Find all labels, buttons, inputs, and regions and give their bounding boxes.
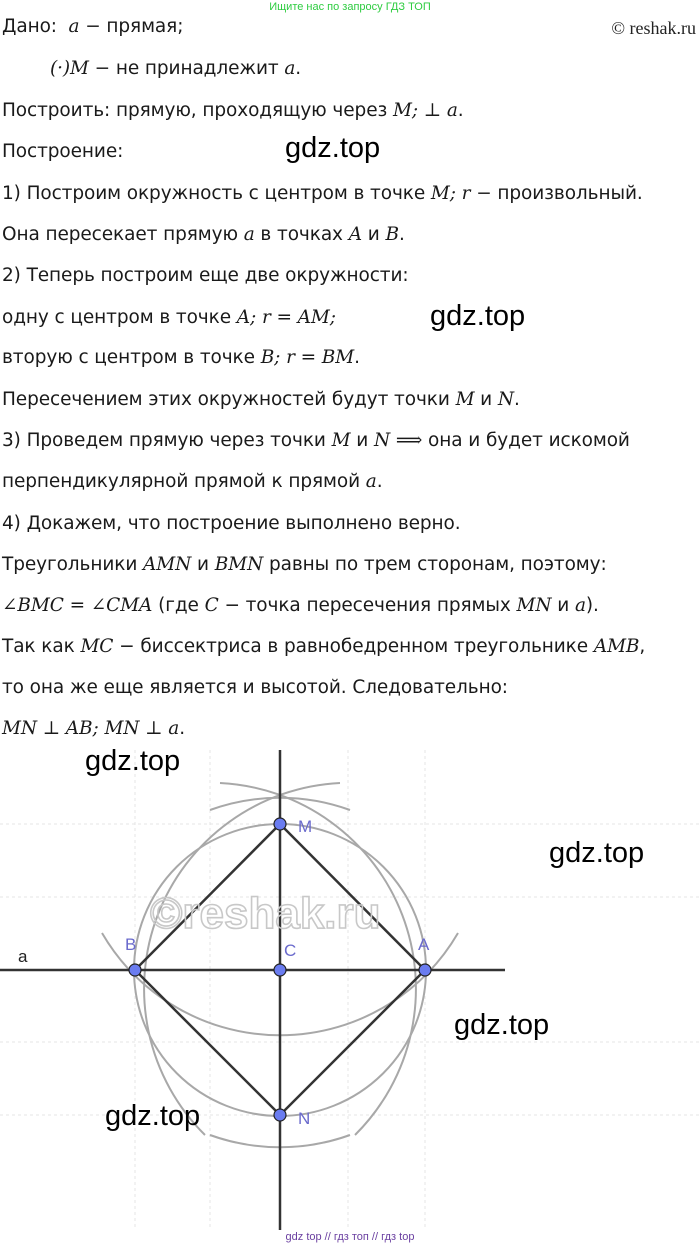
top-ad-link[interactable]: Ищите нас по запросу ГДЗ ТОП [269, 1, 431, 13]
construction-figure [0, 750, 700, 1230]
given-line-1 [2, 16, 183, 37]
math: a [574, 595, 586, 616]
point-c [274, 964, 286, 976]
text: Построить: прямую, проходящую через [2, 100, 393, 121]
math: M; r − [430, 183, 498, 204]
text: . [514, 389, 520, 410]
construction-heading: Построение: [2, 141, 124, 162]
text: в точках [254, 224, 349, 245]
copyright-label: © reshak.ru [611, 18, 696, 38]
text: . [295, 58, 302, 79]
math: BMN [214, 554, 264, 575]
math: M [455, 389, 475, 410]
step-4-line: 4) Докажем, что построение выполнено верно. [2, 513, 461, 534]
gdz-watermark: gdz.top [430, 300, 526, 332]
math: a [243, 224, 255, 245]
gdz-watermark: gdz.top [285, 132, 381, 164]
math: B [385, 224, 399, 245]
footer-links[interactable]: gdz top // гдз топ // гдз top [285, 1231, 415, 1243]
text: Пересечением этих окружностей будут точки [2, 389, 456, 410]
label-b: B [125, 935, 137, 954]
math: MN ⊥ AB; MN ⊥ a [2, 718, 180, 739]
label-n: N [298, 1109, 311, 1128]
text: и [350, 430, 374, 451]
text: произвольный. [497, 183, 643, 204]
point-m [274, 818, 286, 830]
math: M [331, 430, 351, 451]
proof-line-2 [2, 595, 599, 616]
label-c: C [284, 941, 297, 960]
text: вторую с центром в точке [2, 347, 261, 368]
math: AMN [143, 554, 192, 575]
math: M; ⊥ a [393, 100, 458, 121]
text: прямая; [106, 16, 184, 37]
text: Треугольники [2, 554, 144, 575]
text: . [179, 718, 185, 739]
text: и [191, 554, 215, 575]
text: . [376, 471, 383, 492]
point-n [274, 1109, 286, 1121]
step-2-line-2 [2, 307, 336, 328]
given-line-2 [50, 58, 301, 79]
text: не принадлежит [115, 58, 285, 79]
text: 3) Проведем прямую через точки [2, 430, 332, 451]
text: , [639, 636, 646, 657]
step-3-line-2 [2, 471, 383, 492]
math: C [204, 595, 219, 616]
gdz-watermark: gdz.top [85, 745, 181, 777]
math: N [497, 389, 514, 410]
step-3-line [2, 430, 630, 451]
grid [0, 750, 700, 1230]
lines [0, 750, 505, 1230]
proof-line-4: то она же еще является и высотой. Следовательно: [2, 677, 508, 698]
math: A [348, 224, 362, 245]
label-m: M [298, 817, 313, 836]
text: ). [585, 595, 599, 616]
math: a [284, 58, 296, 79]
point-b [129, 964, 141, 976]
construct-task-line [2, 100, 464, 121]
text: Дано: [2, 16, 57, 37]
text: она и будет искомой [422, 430, 630, 451]
math: MC [80, 636, 114, 657]
math: B; r = BM [260, 347, 355, 368]
text: равны по трем сторонам, поэтому: [263, 554, 607, 575]
step-1-line-2 [2, 224, 405, 245]
gdz-watermark: gdz.top [105, 1100, 201, 1132]
text: и [551, 595, 575, 616]
text: (где [152, 595, 205, 616]
text: и [361, 224, 386, 245]
step-2-line: 2) Теперь построим еще две окружности: [2, 265, 409, 286]
gdz-watermark: gdz.top [454, 1009, 550, 1041]
proof-line-3 [2, 636, 645, 657]
math: MN [516, 595, 552, 616]
proof-line-1 [2, 554, 607, 575]
math: A; r = AM; [236, 307, 336, 328]
math: AMB [593, 636, 640, 657]
text: и [474, 389, 498, 410]
math: (·)M − [50, 58, 116, 79]
arc-center-b [220, 783, 416, 1135]
step-2-line-3 [2, 347, 360, 368]
step-1-line [2, 183, 643, 204]
math: ∠BMC = ∠CMA [2, 595, 153, 616]
math: N ⟹ [373, 430, 423, 451]
text: − точка пересечения прямых [218, 595, 517, 616]
text: . [457, 100, 464, 121]
math: a − [68, 16, 107, 37]
text: . [398, 224, 405, 245]
gdz-watermark: gdz.top [549, 837, 645, 869]
text: . [354, 347, 360, 368]
proof-conclusion [2, 718, 185, 739]
reshak-watermark: ©reshak.ru [150, 889, 381, 938]
text: Так как [2, 636, 81, 657]
label-a: A [418, 935, 430, 954]
text: Она пересекает прямую [2, 224, 244, 245]
math: a [365, 471, 377, 492]
text: одну с центром в точке [2, 307, 237, 328]
text: 1) Построим окружность с центром в точке [2, 183, 431, 204]
point-a [419, 964, 431, 976]
text: перпендикулярной прямой к прямой [2, 471, 366, 492]
text: − биссектриса в равнобедренном треугольнике [113, 636, 594, 657]
label-line-a: a [18, 947, 28, 966]
step-2-line-4 [2, 389, 520, 410]
